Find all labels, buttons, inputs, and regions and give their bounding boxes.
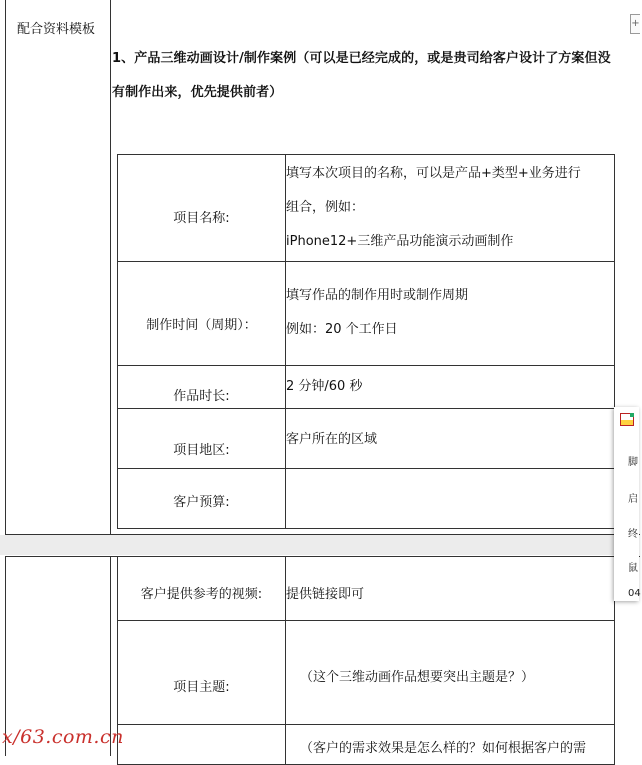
- heading-line-1: 1、产品三维动画设计/制作案例（可以是已经完成的，或是贵司给客户设计了方案但没: [112, 51, 611, 66]
- add-tab-button[interactable]: +: [630, 14, 640, 34]
- table-row: [118, 725, 615, 765]
- label-cell: [118, 469, 286, 529]
- side-item[interactable]: 鼠: [628, 563, 638, 574]
- label-cell: [118, 725, 286, 765]
- label-cell: [118, 155, 286, 262]
- value-line: iPhone12+三维产品功能演示动画制作: [286, 234, 514, 249]
- table-row: [118, 557, 615, 621]
- heading-line-2: 有制作出来，优先提供前者）: [112, 85, 283, 100]
- label-cell: [118, 621, 286, 725]
- column-divider: [110, 0, 111, 534]
- table-row: [118, 469, 615, 529]
- project-info-table: [117, 154, 615, 529]
- table-row: [118, 155, 615, 262]
- value-line: 例如：20 个工作日: [286, 322, 398, 337]
- section-label: 配合资料模板: [17, 22, 96, 37]
- table-row: [118, 366, 615, 409]
- value-cell[interactable]: [286, 366, 615, 409]
- row-label: 制作时间（周期）：: [146, 318, 257, 333]
- side-item[interactable]: 04: [628, 588, 641, 599]
- row-label: 项目名称:: [173, 211, 230, 226]
- table-row: [118, 262, 615, 366]
- section-heading: [112, 42, 642, 110]
- value-line: 2 分钟/60 秒: [286, 379, 363, 394]
- value-cell[interactable]: [286, 621, 615, 725]
- row-label: 作品时长:: [173, 389, 230, 404]
- table-row: [118, 621, 615, 725]
- value-cell[interactable]: [286, 409, 615, 469]
- value-line: 提供链接即可: [286, 587, 365, 602]
- row-label: 项目地区:: [173, 443, 230, 458]
- value-line: 填写本次项目的名称，可以是产品+类型+业务进行: [286, 166, 581, 181]
- project-brief-table: [117, 556, 615, 765]
- value-line: 组合，例如：: [286, 200, 365, 215]
- value-line: （客户的需求效果是怎么样的？如何根据客户的需: [300, 741, 587, 756]
- toolbar-icon[interactable]: [620, 413, 634, 426]
- value-line: 填写作品的制作用时或制作周期: [286, 288, 469, 303]
- side-item[interactable]: 终: [628, 529, 638, 540]
- table-row: [118, 409, 615, 469]
- side-item[interactable]: 启: [628, 494, 638, 505]
- value-cell[interactable]: [286, 155, 615, 262]
- label-cell: [118, 409, 286, 469]
- side-item[interactable]: 脚: [628, 457, 638, 468]
- label-cell: [118, 262, 286, 366]
- value-cell[interactable]: [286, 725, 615, 765]
- value-line: （这个三维动画作品想要突出主题是？）: [300, 670, 535, 685]
- site-watermark: x/63.com.cn: [2, 726, 124, 748]
- label-cell: [118, 366, 286, 409]
- row-label: 客户预算:: [173, 495, 230, 510]
- value-cell[interactable]: [286, 469, 615, 529]
- value-cell[interactable]: [286, 262, 615, 366]
- side-toolbar-panel[interactable]: [614, 407, 639, 601]
- value-line: 客户所在的区域: [286, 432, 378, 447]
- label-cell: [118, 557, 286, 621]
- value-cell[interactable]: [286, 557, 615, 621]
- row-label: 客户提供参考的视频:: [140, 587, 263, 602]
- page-gap: [0, 535, 639, 555]
- row-label: 项目主题:: [173, 680, 230, 695]
